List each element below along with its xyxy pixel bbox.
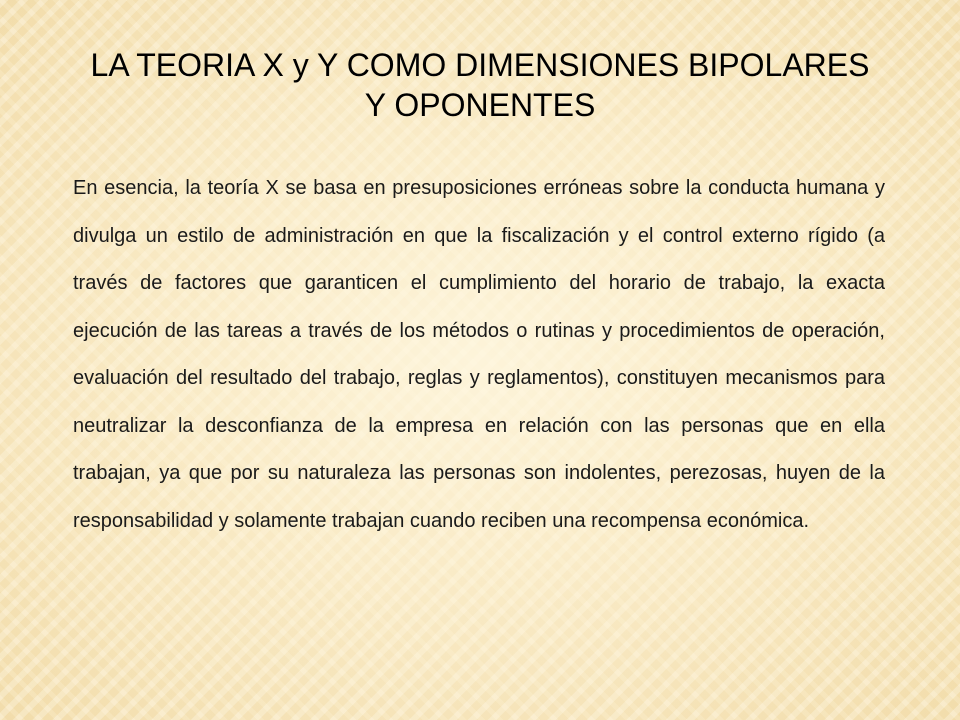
- slide-body-paragraph: En esencia, la teoría X se basa en presuposiciones erróneas sobre la conducta humana y divulga un estilo de administración en que la fiscalización y el control externo rígido (a través de factores que garanticen el cumplimiento del horario de trabajo, la exacta ejecución de las tareas a través de los métodos o rutinas y procedimientos de operación, evaluación del resultado del trabajo, reglas y reglamentos), constituyen mecanismos para neutralizar la desconfianza de la empresa en relación con las personas que en ella trabajan, ya que por su naturaleza las personas son indolentes, perezosas, huyen de la responsabilidad y solamente trabajan cuando reciben una recompensa económica.: [73, 177, 885, 532]
- slide-title: [20, 45, 940, 125]
- slide-title-line-1: LA TEORIA X y Y COMO DIMENSIONES BIPOLARES: [90, 47, 870, 83]
- slide-title-line-2: Y OPONENTES: [364, 87, 596, 123]
